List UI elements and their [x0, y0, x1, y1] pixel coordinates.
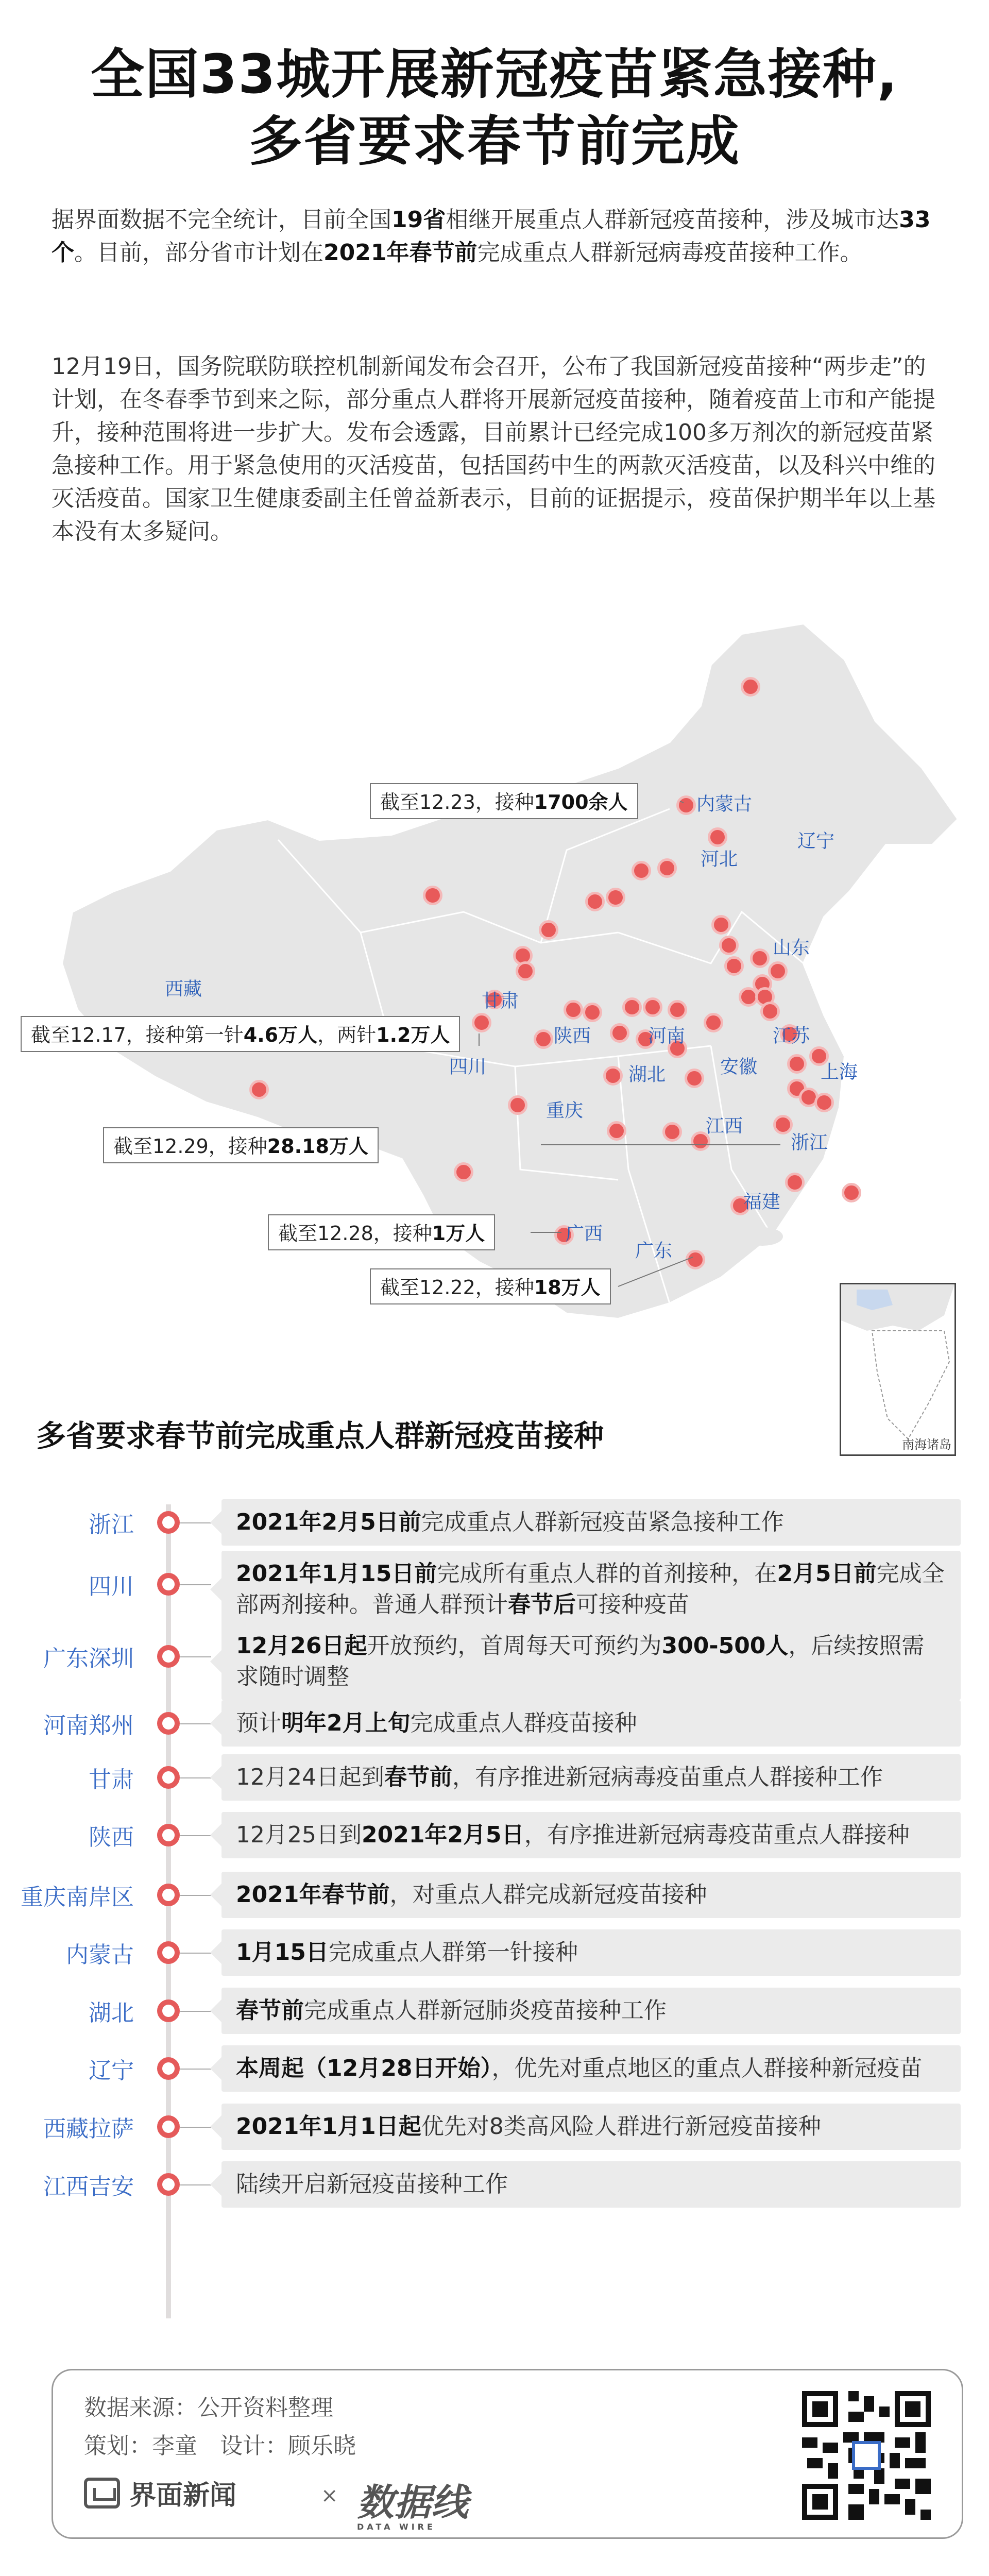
- timeline-text-segment: 陆续开启新冠疫苗接种工作: [236, 2171, 508, 2197]
- callout-text-segment: 1700余人: [534, 791, 628, 814]
- jiemian-logo-text: 界面新闻: [129, 2480, 237, 2511]
- timeline-node-icon: [157, 1884, 180, 1906]
- callout-text-segment: 28.18万人: [267, 1135, 368, 1158]
- timeline-city-label: 浙江: [89, 1512, 134, 1538]
- timeline-city-label: 江西吉安: [43, 2174, 134, 2200]
- intro-paragraph-2: 12月19日，国务院联防联控机制新闻发布会召开，公布了我国新冠疫苗接种“两步走”的计划，在冬春季节到来之际，部分重点人群将开展新冠疫苗接种，随着疫苗上市和产能提升，接种范围将进一步扩大。发布会透露，目前累计已经完成100多万剂次的新冠疫苗紧急接种工作。用于紧急使用的灭活疫苗，包括国药中生的两款灭活疫苗，以及科兴中维的灭活疫苗。国家卫生健康委副主任曾益新表示，目前的证据提示，疫苗保护期半年以上基本没有太多疑问。: [52, 353, 935, 545]
- timeline-connector: [180, 1656, 211, 1657]
- timeline-text-segment: 2021年1月1日起: [236, 2113, 421, 2140]
- timeline-text-segment: 优先对8类高风险人群进行新冠疫苗接种: [421, 2113, 821, 2140]
- intro-text-segment: 33个: [52, 207, 931, 266]
- south-china-sea-inset: [840, 1283, 956, 1456]
- timeline-text-segment: 2021年春节前: [236, 1882, 390, 1908]
- timeline-text-segment: 300-500人: [661, 1633, 789, 1659]
- timeline-text-segment: 完成全部两剂接种。普通人群预计: [236, 1561, 945, 1618]
- timeline-node-icon: [157, 1645, 180, 1668]
- province-label-jiangxi: 江西: [706, 1115, 743, 1137]
- timeline-description: [221, 1700, 961, 1747]
- timeline-node-icon: [157, 1712, 180, 1735]
- inset-map-shape: [841, 1284, 954, 1454]
- timeline-text-segment: 明年2月上旬: [281, 1710, 411, 1736]
- timeline-description: [221, 1754, 961, 1801]
- timeline-description: [221, 1623, 961, 1700]
- page-title-line1: 全国33城开展新冠疫苗紧急接种,: [90, 43, 899, 106]
- timeline-description: [221, 1872, 961, 1918]
- callout-text-segment: 18万人: [534, 1276, 601, 1299]
- intro-text-segment: 相继开展重点人群新冠疫苗接种，涉及城市达: [446, 207, 899, 233]
- callout-text-segment: 4.6万人: [243, 1024, 318, 1046]
- jiemian-logo-icon: [84, 2478, 120, 2509]
- timeline-text-segment: 完成重点人群疫苗接种: [410, 1710, 637, 1736]
- timeline-connector: [180, 1953, 211, 1954]
- timeline-text-segment: 完成重点人群第一针接种: [328, 1939, 578, 1965]
- province-label-hubei: 湖北: [628, 1064, 666, 1086]
- page-title-line2: 多省要求春节前完成: [248, 110, 740, 173]
- callout-text-segment: 截至12.23，接种: [380, 791, 534, 814]
- timeline-text-segment: 12月25日到: [236, 1822, 362, 1848]
- timeline-description: [221, 1929, 961, 1976]
- qr-code-icon: [802, 2391, 931, 2520]
- timeline-description: [221, 1499, 961, 1546]
- intro-text-segment: 完成重点人群新冠病毒疫苗接种工作。: [477, 240, 863, 266]
- timeline-text-segment: ，后续按照需求随时调整: [236, 1633, 925, 1690]
- province-label-sichuan: 四川: [449, 1056, 487, 1078]
- province-label-liaoning: 辽宁: [797, 831, 835, 852]
- timeline-city-label: 重庆南岸区: [21, 1884, 134, 1910]
- section-title: 多省要求春节前完成重点人群新冠疫苗接种: [36, 1418, 604, 1453]
- timeline-node-icon: [157, 1573, 180, 1596]
- timeline-text-segment: 12月26日起: [236, 1633, 367, 1659]
- timeline-city-label: 辽宁: [89, 2058, 134, 2084]
- footer-card: [52, 2369, 963, 2539]
- callout-text-segment: 截至12.22，接种: [380, 1276, 534, 1299]
- data-source: 数据来源：公开资料整理: [84, 2395, 333, 2421]
- province-label-zhejiang: 浙江: [791, 1132, 828, 1154]
- timeline-node-icon: [157, 1999, 180, 2022]
- timeline-connector: [180, 2127, 211, 2128]
- timeline-node-icon: [157, 2173, 180, 2196]
- callout-text-segment: 1万人: [432, 1222, 485, 1245]
- timeline-node-icon: [157, 1766, 180, 1789]
- timeline-connector: [180, 1895, 211, 1896]
- timeline-text-segment: ，优先对重点地区的重点人群接种新冠疫苗: [491, 2055, 923, 2081]
- province-label-hebei: 河北: [701, 849, 738, 870]
- timeline-connector: [180, 1777, 211, 1778]
- timeline-node-icon: [157, 1824, 180, 1846]
- timeline-text-segment: 2月5日前: [777, 1561, 877, 1587]
- timeline-text-segment: 预计: [236, 1710, 281, 1736]
- timeline-text-segment: 1月15日: [236, 1939, 329, 1965]
- timeline-connector: [180, 1584, 211, 1585]
- timeline-text-segment: 可接种疫苗: [576, 1591, 689, 1618]
- timeline-text-segment: 完成重点人群新冠肺炎疫苗接种工作: [304, 1997, 667, 2024]
- datawire-logo-subtext: DATA WIRE: [357, 2522, 436, 2532]
- timeline-city-label: 广东深圳: [43, 1646, 134, 1672]
- timeline-description: [221, 2104, 961, 2150]
- province-label-guangdong: 广东: [635, 1240, 673, 1262]
- timeline-city-label: 湖北: [89, 2000, 134, 2026]
- province-label-shandong: 山东: [773, 937, 810, 959]
- timeline-text-segment: ，有序推进新冠病毒疫苗重点人群接种: [524, 1822, 910, 1848]
- timeline-node-icon: [157, 1511, 180, 1534]
- intro-text-segment: 19省: [391, 207, 446, 233]
- province-label-neimenggu: 内蒙古: [696, 793, 753, 815]
- timeline-text-segment: 完成所有重点人群的首剂接种，在: [437, 1561, 777, 1587]
- timeline-description: [221, 1812, 961, 1858]
- timeline-connector: [180, 2184, 211, 2185]
- timeline-text-segment: 2021年2月5日: [361, 1822, 524, 1848]
- timeline-city-label: 甘肃: [89, 1767, 134, 1793]
- province-label-jiangsu: 江苏: [773, 1025, 810, 1047]
- province-label-anhui: 安徽: [720, 1056, 758, 1078]
- timeline-node-icon: [157, 1941, 180, 1964]
- timeline-connector: [180, 2011, 211, 2012]
- intro-text-segment: 2021年春节前: [323, 240, 478, 266]
- credits: 策划：李童 设计：顾乐晓: [84, 2433, 356, 2459]
- timeline-text-segment: 2021年1月15日前: [236, 1561, 437, 1587]
- callout-text-segment: ，两针: [317, 1024, 377, 1046]
- callout-text-segment: 1.2万人: [376, 1024, 450, 1046]
- province-label-xizang: 西藏: [165, 978, 202, 1000]
- timeline-text-segment: 春节后: [508, 1591, 576, 1618]
- timeline-line: [166, 1504, 171, 2318]
- timeline-node-icon: [157, 2115, 180, 2138]
- timeline-node-icon: [157, 2057, 180, 2080]
- timeline-connector: [180, 1835, 211, 1836]
- timeline-city-label: 河南郑州: [43, 1713, 134, 1739]
- timeline-text-segment: 春节前: [384, 1764, 452, 1790]
- callout-text-segment: 截至12.17，接种第一针: [31, 1024, 244, 1046]
- timeline-description: [221, 1551, 961, 1628]
- timeline-connector: [180, 1522, 211, 1523]
- timeline-connector: [180, 2069, 211, 2070]
- datawire-logo-text: 数据线: [357, 2481, 469, 2524]
- timeline-text-segment: ，对重点人群完成新冠疫苗接种: [389, 1882, 707, 1908]
- callout-text-segment: 截至12.28，接种: [278, 1222, 432, 1245]
- timeline-city-label: 西藏拉萨: [43, 2116, 134, 2142]
- timeline-text-segment: 春节前: [236, 1997, 304, 2024]
- timeline-city-label: 内蒙古: [66, 1942, 134, 1968]
- intro-text-segment: 据界面数据不完全统计，目前全国: [52, 207, 391, 233]
- province-label-guangxi: 广西: [566, 1223, 603, 1245]
- province-label-shanghai: 上海: [821, 1061, 858, 1083]
- inset-label: 南海诸岛: [902, 1437, 951, 1452]
- timeline-text-segment: ，有序推进新冠病毒疫苗重点人群接种工作: [452, 1764, 883, 1790]
- callout-text-segment: 截至12.29，接种: [113, 1135, 267, 1158]
- province-label-gansu: 甘肃: [482, 990, 519, 1012]
- timeline-connector: [180, 1723, 211, 1724]
- timeline-city-label: 四川: [89, 1573, 134, 1600]
- timeline-description: [221, 2161, 961, 2208]
- jiemian-logo: [84, 2473, 236, 2512]
- timeline-text-segment: 开放预约，首周每天可预约为: [367, 1633, 662, 1659]
- timeline-description: [221, 1988, 961, 2034]
- timeline-text-segment: 本周起（12月28日开始）: [236, 2055, 492, 2081]
- province-label-henan: 河南: [648, 1025, 686, 1047]
- intro-text-segment: 。目前，部分省市计划在: [74, 240, 323, 266]
- datawire-logo: [357, 2472, 468, 2532]
- province-label-shaanxi: 陕西: [554, 1025, 591, 1047]
- timeline-text-segment: 完成重点人群新冠疫苗紧急接种工作: [421, 1509, 784, 1535]
- province-label-chongqing: 重庆: [546, 1100, 584, 1122]
- times-sign: ×: [321, 2484, 338, 2507]
- timeline-description: [221, 2045, 961, 2092]
- province-label-fujian: 福建: [743, 1191, 781, 1213]
- timeline-city-label: 陕西: [89, 1824, 134, 1851]
- timeline-text-segment: 2021年2月5日前: [236, 1509, 421, 1535]
- timeline-text-segment: 12月24日起到: [236, 1764, 384, 1790]
